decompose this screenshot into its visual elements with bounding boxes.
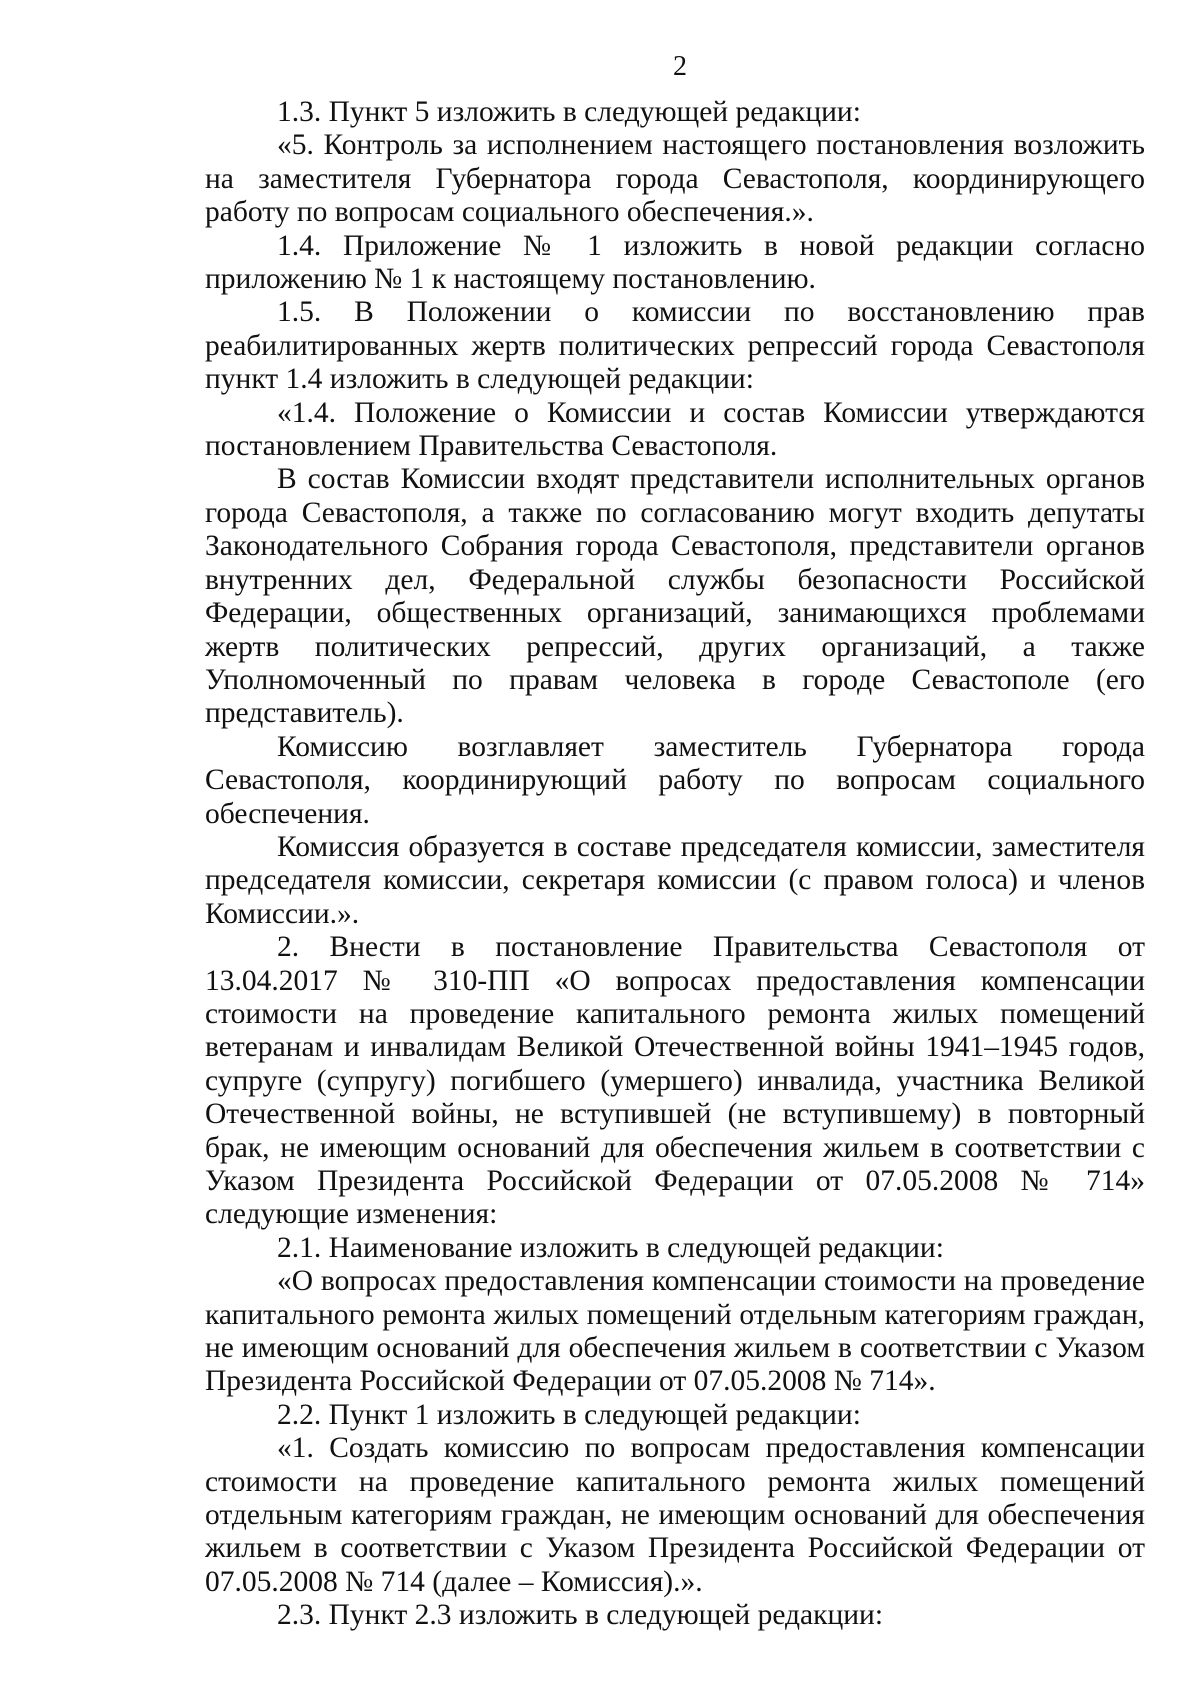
paragraph-commission-head: Комиссию возглавляет заместитель Губернатора города Севастополя, координирующий работу по вопросам социального обеспечения. [205,730,1145,830]
paragraph-quote-5: «5. Контроль за исполнением настоящего постановления возложить на заместителя Губернатора города Севастополя, координирующего работу по вопросам социального обеспечения.». [205,129,1145,229]
paragraph-2: 2. Внести в постановление Правительства Севастополя от 13.04.2017 № 310-ПП «О вопросах предоставления компенсации стоимости на проведение капитального ремонта жилых помещений ветеранам и инвалидам Великой Отечественной войны 1941–1945 годов, супруге (супругу) погибшего (умершего) инвалида, участника Великой Отечественной войны, не вступившей (не вступившему) в повторный брак, не имеющим оснований для обеспечения жильем в соответствии с Указом Президента Российской Федерации от 07.05.2008 № 714» следующие изменения: [205,931,1145,1231]
paragraph-commission-members: В состав Комиссии входят представители исполнительных органов города Севастополя, а также по согласованию могут входить депутаты Законодательного Собрания города Севастополя, представители органов внутренних дел, Федеральной службы безопасности Российской Федерации, общественных организаций, занимающихся проблемами жертв политических репрессий, других организаций, а также Уполномоченный по правам человека в городе Севастополе (его представитель). [205,463,1145,730]
paragraph-quote-title: «О вопросах предоставления компенсации стоимости на проведение капитального ремонта жилых помещений отдельным категориям граждан, не имеющим оснований для обеспечения жильем в соответствии с Указом Президента Российской Федерации от 07.05.2008 № 714». [205,1265,1145,1398]
paragraph-1-3: 1.3. Пункт 5 изложить в следующей редакции: [277,96,861,128]
paragraph-1-4: 1.4. Приложение № 1 изложить в новой редакции согласно приложению № 1 к настоящему постановлению. [205,229,1145,296]
document-body [205,96,1145,1633]
paragraph-commission-composition: Комиссия образуется в составе председателя комиссии, заместителя председателя комиссии, секретаря комиссии (с правом голоса) и членов Комиссии.». [205,830,1145,930]
paragraph-2-1: 2.1. Наименование изложить в следующей редакции: [277,1231,944,1264]
paragraph-1-5: 1.5. В Положении о комиссии по восстановлению прав реабилитированных жертв политических репрессий города Севастополя пункт 1.4 изложить в следующей редакции: [205,296,1145,396]
paragraph-2-3: 2.3. Пункт 2.3 изложить в следующей редакции: [277,1599,884,1632]
paragraph-quote-1: «1. Создать комиссию по вопросам предоставления компенсации стоимости на проведение капитального ремонта жилых помещений отдельным категориям граждан, не имеющим оснований для обеспечения жильем в соответствии с Указом Президента Российской Федерации от 07.05.2008 № 714 (далее – Комиссия).». [205,1432,1145,1598]
page-number: 2 [673,51,687,82]
paragraph-2-2: 2.2. Пункт 1 изложить в следующей редакции: [277,1398,861,1431]
paragraph-quote-1-4: «1.4. Положение о Комиссии и состав Комиссии утверждаются постановлением Правительства Севастополя. [205,396,1145,463]
